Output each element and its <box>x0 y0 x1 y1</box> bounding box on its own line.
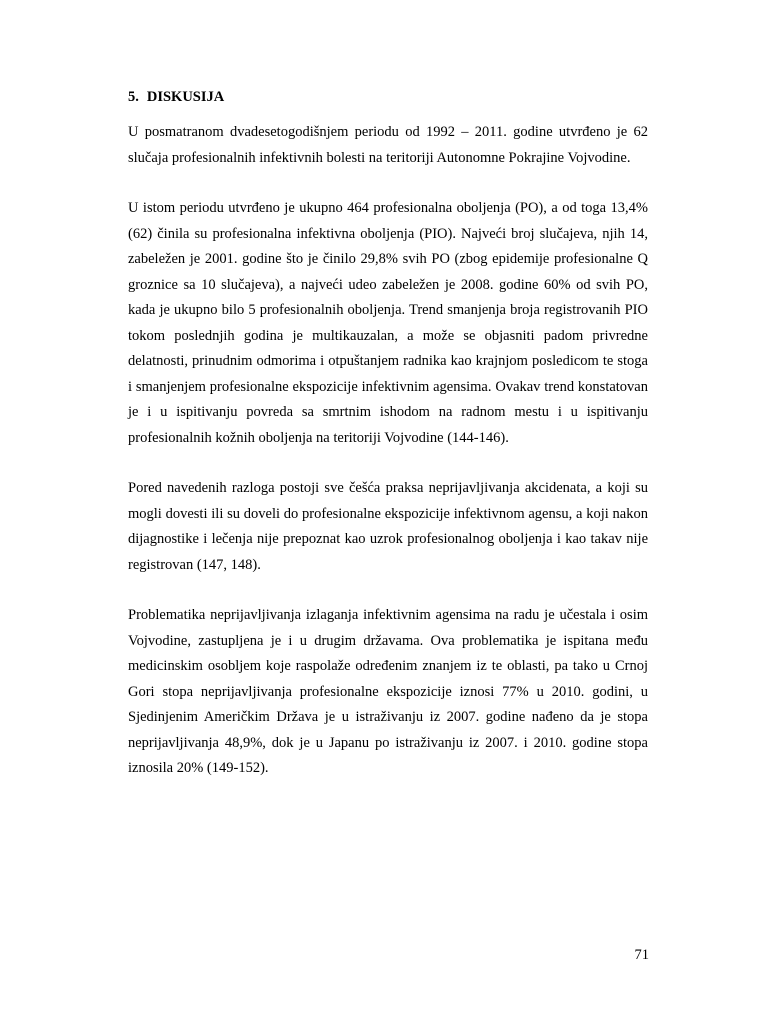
page-number: 71 <box>634 947 649 963</box>
section-heading <box>128 88 648 106</box>
section-title: DISKUSIJA <box>146 89 225 105</box>
paragraph-4: Problematika neprijavljivanja izlaganja infektivnim agensima na radu je učestala i osim Vojvodine, zastupljena je i u drugim državama. Ova problematika je ispitana među medicinskim osobljem koje raspolaže određenim znanjem iz te oblasti, pa tako u Crnoj Gori stopa neprijavljivanja profesionalne ekspozicije iznosi 77% u 2010. godini, u Sjedinjenim Američkim Država je u istraživanju iz 2007. godine nađeno da je stopa neprijavljivanja 48,9%, dok je u Japanu po istraživanju iz 2007. i 2010. godine stopa iznosila 20% (149-152). <box>128 607 648 776</box>
paragraph-2: U istom periodu utvrđeno je ukupno 464 profesionalna oboljenja (PO), a od toga 13,4% (62) činila su profesionalna infektivna oboljenja (PIO). Najveći broj slučajeva, njih 14, zabeležen je 2001. godine što je činilo 29,8% svih PO (zbog epidemije profesionalne Q groznice sa 10 slučajeva), a najveći udeo zabeležen je 2008. godine 60% od svih PO, kada je ukupno bilo 5 profesionalnih oboljenja. Trend smanjenja broja registrovanih PIO tokom poslednjih godina je multikauzalan, a može se objasniti padom privredne delatnosti, prinudnim odmorima i otpuštanjem radnika kao krajnjom posledicom te stoga i smanjenjem profesionalne ekspozicije infektivnim agensima. Ovakav trend konstatovan je i u ispitivanju povreda sa smrtnim ishodom na radnom mestu i u ispitivanju profesionalnih kožnih oboljenja na teritoriji Vojvodine (144-146). <box>128 200 648 446</box>
paragraph-3: Pored navedenih razloga postoji sve češća praksa neprijavljivanja akcidenata, a koji su mogli dovesti ili su doveli do profesionalne ekspozicije infektivnom agensu, a koji nakon dijagnostike i lečenja nije prepoznat kao uzrok profesionalnog oboljenja i kao takav nije registrovan (147, 148). <box>128 480 648 573</box>
document-page <box>128 88 648 807</box>
paragraph-1: U posmatranom dvadesetogodišnjem periodu od 1992 – 2011. godine utvrđeno je 62 slučaja profesionalnih infektivnih bolesti na teritoriji Autonomne Pokrajine Vojvodine. <box>128 124 648 166</box>
section-number: 5. <box>128 89 139 105</box>
